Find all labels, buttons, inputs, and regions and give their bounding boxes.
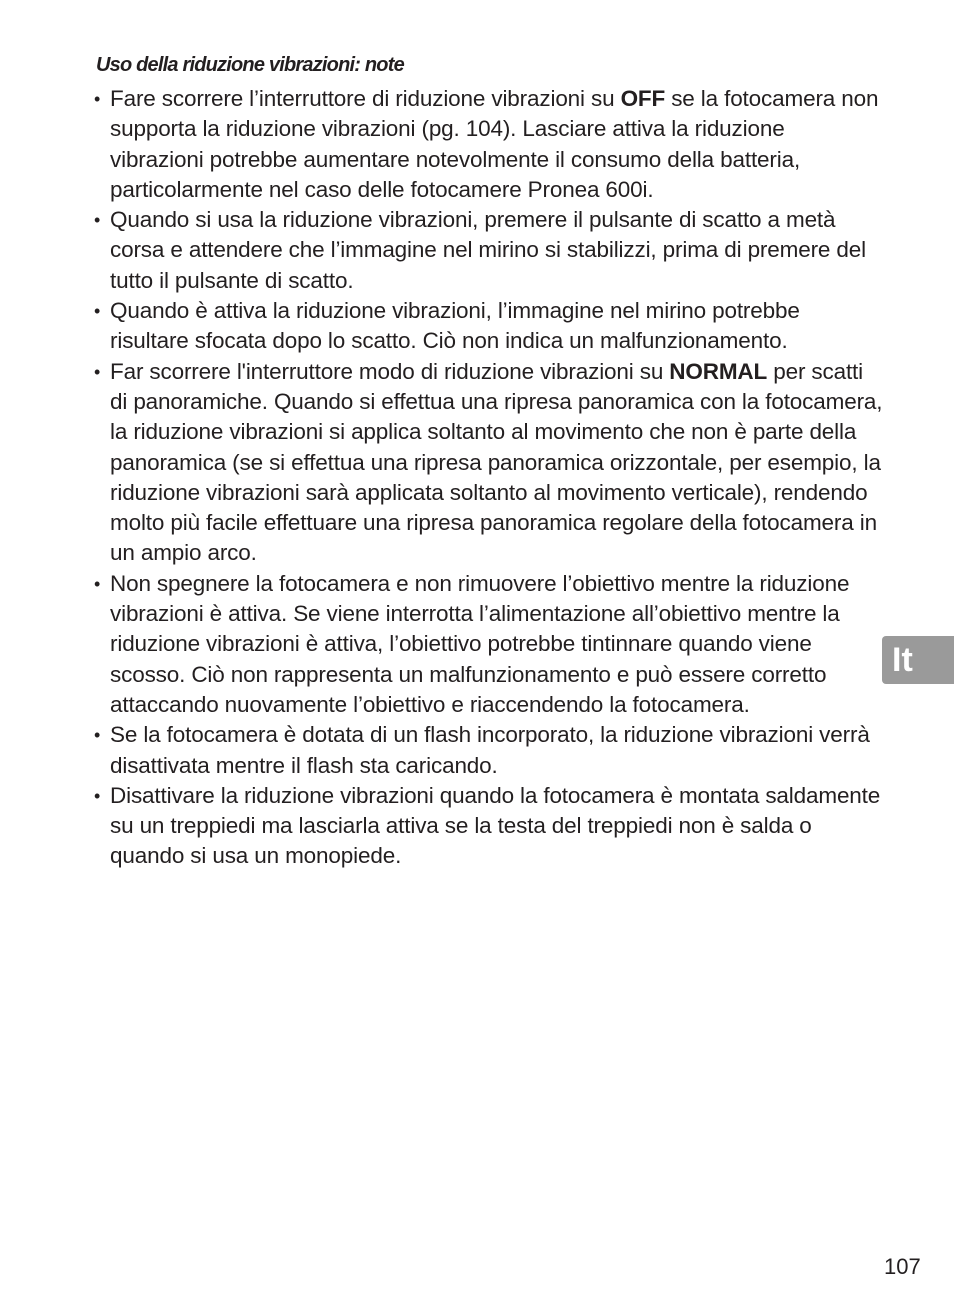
note-text: Quando è attiva la riduzione vibrazioni, l’immagine nel mirino potrebbe risultare sfocata dopo lo scatto. Ciò non indica un malfunzionamento. <box>110 298 800 354</box>
note-text: Fare scorrere l’interruttore di riduzione vibrazioni su <box>110 86 621 111</box>
bullet-icon: • <box>94 785 101 806</box>
list-item <box>94 720 884 781</box>
note-text: se la fotocamera non supporta la riduzione vibrazioni (pg. 104). Lasciare attiva la riduzione vibrazioni potrebbe aumentare notevolmente il consumo della batteria, particolarmente nel caso delle fotocamere Pronea 600i. <box>110 86 879 202</box>
note-text: Non spegnere la fotocamera e non rimuovere l’obiettivo mentre la riduzione vibrazioni è attiva. Se viene interrotta l’alimentazione all’obiettivo mentre la riduzione vibrazioni è attiva, l’obiettivo potrebbe tintinnare quando viene scosso. Ciò non rappresenta un malfunzionamento e può essere corretto attaccando nuovamente l’obiettivo e riaccendendo la fotocamera. <box>110 570 850 717</box>
list-item <box>94 357 884 569</box>
page-number: 107 <box>884 1254 921 1279</box>
list-item <box>94 296 884 357</box>
bullet-icon: • <box>94 210 101 231</box>
note-text: Disattivare la riduzione vibrazioni quando la fotocamera è montata saldamente su un treppiedi ma lasciarla attiva se la testa del treppiedi non è salda o quando si usa un monopiede. <box>110 782 881 869</box>
list-item <box>94 84 884 205</box>
notes-list <box>94 84 884 872</box>
language-tab: It <box>882 636 954 684</box>
note-keyword: OFF <box>620 86 666 111</box>
bullet-icon: • <box>94 89 101 109</box>
note-text: per scatti di panoramiche. Quando si effettua una ripresa panoramica con la fotocamera, la riduzione vibrazioni si applica soltanto al movimento che non è parte della panoramica (se si effettua una ripresa panoramica orizzontale, per esempio, la riduzione vibrazioni sarà applicata soltanto al movimento verticale), rendendo molto più facile effettuare una ripresa panoramica regolare della fotocamera in un ampio arco. <box>110 358 883 566</box>
list-item <box>94 569 884 720</box>
bullet-icon: • <box>94 725 101 746</box>
note-text: Far scorrere l'interruttore modo di riduzione vibrazioni su <box>110 358 670 384</box>
bullet-icon: • <box>94 361 101 382</box>
note-keyword: NORMAL <box>669 358 768 384</box>
bullet-icon: • <box>94 301 101 322</box>
bullet-icon: • <box>94 573 101 594</box>
note-text: Quando si usa la riduzione vibrazioni, premere il pulsante di scatto a metà corsa e attendere che l’immagine nel mirino si stabilizzi, prima di premere del tutto il pulsante di scatto. <box>110 207 866 293</box>
list-item <box>94 781 884 872</box>
note-text: Se la fotocamera è dotata di un flash incorporato, la riduzione vibrazioni verrà disattivata mentre il flash sta caricando. <box>110 722 870 778</box>
section-heading: Uso della riduzione vibrazioni: note <box>96 54 404 76</box>
list-item <box>94 205 884 296</box>
